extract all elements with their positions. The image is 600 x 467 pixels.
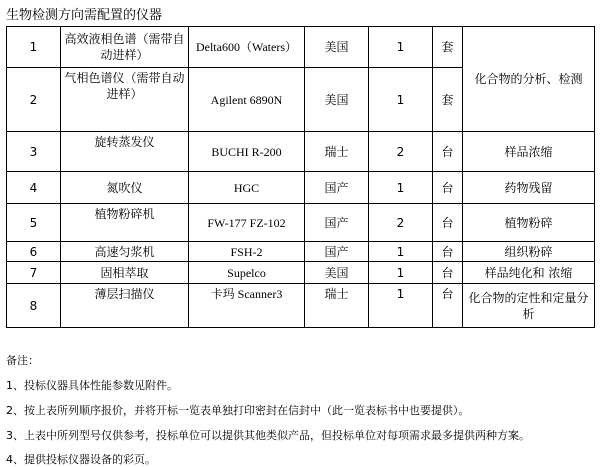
cell-name: 气相色谱仪（需带自动进样）	[61, 68, 189, 132]
cell-use: 化合物的分析、检测	[463, 27, 595, 132]
cell-unit: 台	[433, 132, 463, 172]
cell-no: 5	[7, 204, 61, 242]
cell-no: 4	[7, 172, 61, 204]
cell-unit: 台	[433, 262, 463, 284]
cell-unit: 台	[433, 172, 463, 204]
cell-qty: 1	[369, 284, 433, 328]
cell-unit: 套	[433, 68, 463, 132]
cell-model: FSH-2	[189, 242, 305, 262]
cell-model: HGC	[189, 172, 305, 204]
cell-origin: 瑞士	[305, 132, 369, 172]
cell-qty: 1	[369, 172, 433, 204]
notes-heading: 备注：	[6, 354, 39, 367]
cell-no: 3	[7, 132, 61, 172]
page-title: 生物检测方向需配置的仪器	[6, 8, 163, 23]
cell-use: 化合物的定性和定量分析	[463, 284, 595, 328]
note-item: 3、上表中所列型号仅供参考，投标单位可以提供其他类似产品，但投标单位对每项需求最多提供两种方案。	[6, 429, 530, 442]
cell-no: 1	[7, 27, 61, 68]
cell-qty: 1	[369, 242, 433, 262]
cell-name: 植物粉碎机	[61, 204, 189, 242]
cell-origin: 国产	[305, 242, 369, 262]
cell-use: 植物粉碎	[463, 204, 595, 242]
table-row	[7, 27, 595, 68]
instrument-table	[6, 26, 595, 328]
cell-name: 旋转蒸发仪	[61, 132, 189, 172]
cell-origin: 国产	[305, 204, 369, 242]
cell-qty: 1	[369, 68, 433, 132]
cell-use: 组织粉碎	[463, 242, 595, 262]
cell-origin: 瑞士	[305, 284, 369, 328]
cell-no: 2	[7, 68, 61, 132]
cell-origin: 美国	[305, 68, 369, 132]
cell-unit: 台	[433, 284, 463, 328]
table-row	[7, 172, 595, 204]
cell-model: 卡玛 Scanner3	[189, 284, 305, 328]
cell-no: 8	[7, 284, 61, 328]
cell-origin: 美国	[305, 262, 369, 284]
note-item: 4、提供投标仪器设备的彩页。	[6, 453, 156, 466]
table-row	[7, 242, 595, 262]
cell-name: 氮吹仪	[61, 172, 189, 204]
cell-no: 6	[7, 242, 61, 262]
table-row	[7, 262, 595, 284]
cell-name: 高速匀浆机	[61, 242, 189, 262]
cell-origin: 美国	[305, 27, 369, 68]
cell-name: 固相萃取	[61, 262, 189, 284]
table-row	[7, 284, 595, 328]
cell-origin: 国产	[305, 172, 369, 204]
cell-name: 薄层扫描仪	[61, 284, 189, 328]
cell-use: 药物残留	[463, 172, 595, 204]
cell-model: FW-177 FZ-102	[189, 204, 305, 242]
cell-qty: 2	[369, 132, 433, 172]
table-row	[7, 132, 595, 172]
cell-qty: 1	[369, 262, 433, 284]
cell-use: 样品浓缩	[463, 132, 595, 172]
cell-qty: 1	[369, 27, 433, 68]
cell-model: Supelco	[189, 262, 305, 284]
cell-unit: 台	[433, 204, 463, 242]
note-item: 2、按上表所列顺序报价，并将开标一览表单独打印密封在信封中（此一览表标书中也要提供）。	[6, 404, 470, 417]
cell-qty: 2	[369, 204, 433, 242]
cell-use: 样品纯化和 浓缩	[463, 262, 595, 284]
cell-no: 7	[7, 262, 61, 284]
cell-model: BUCHI R-200	[189, 132, 305, 172]
cell-unit: 套	[433, 27, 463, 68]
cell-model: Delta600（Waters）	[189, 27, 305, 68]
cell-name: 高效液相色谱（需带自动进样）	[61, 27, 189, 68]
cell-unit: 台	[433, 242, 463, 262]
note-item: 1、投标仪器具体性能参数见附件。	[6, 379, 178, 392]
cell-model: Agilent 6890N	[189, 68, 305, 132]
table-row	[7, 204, 595, 242]
